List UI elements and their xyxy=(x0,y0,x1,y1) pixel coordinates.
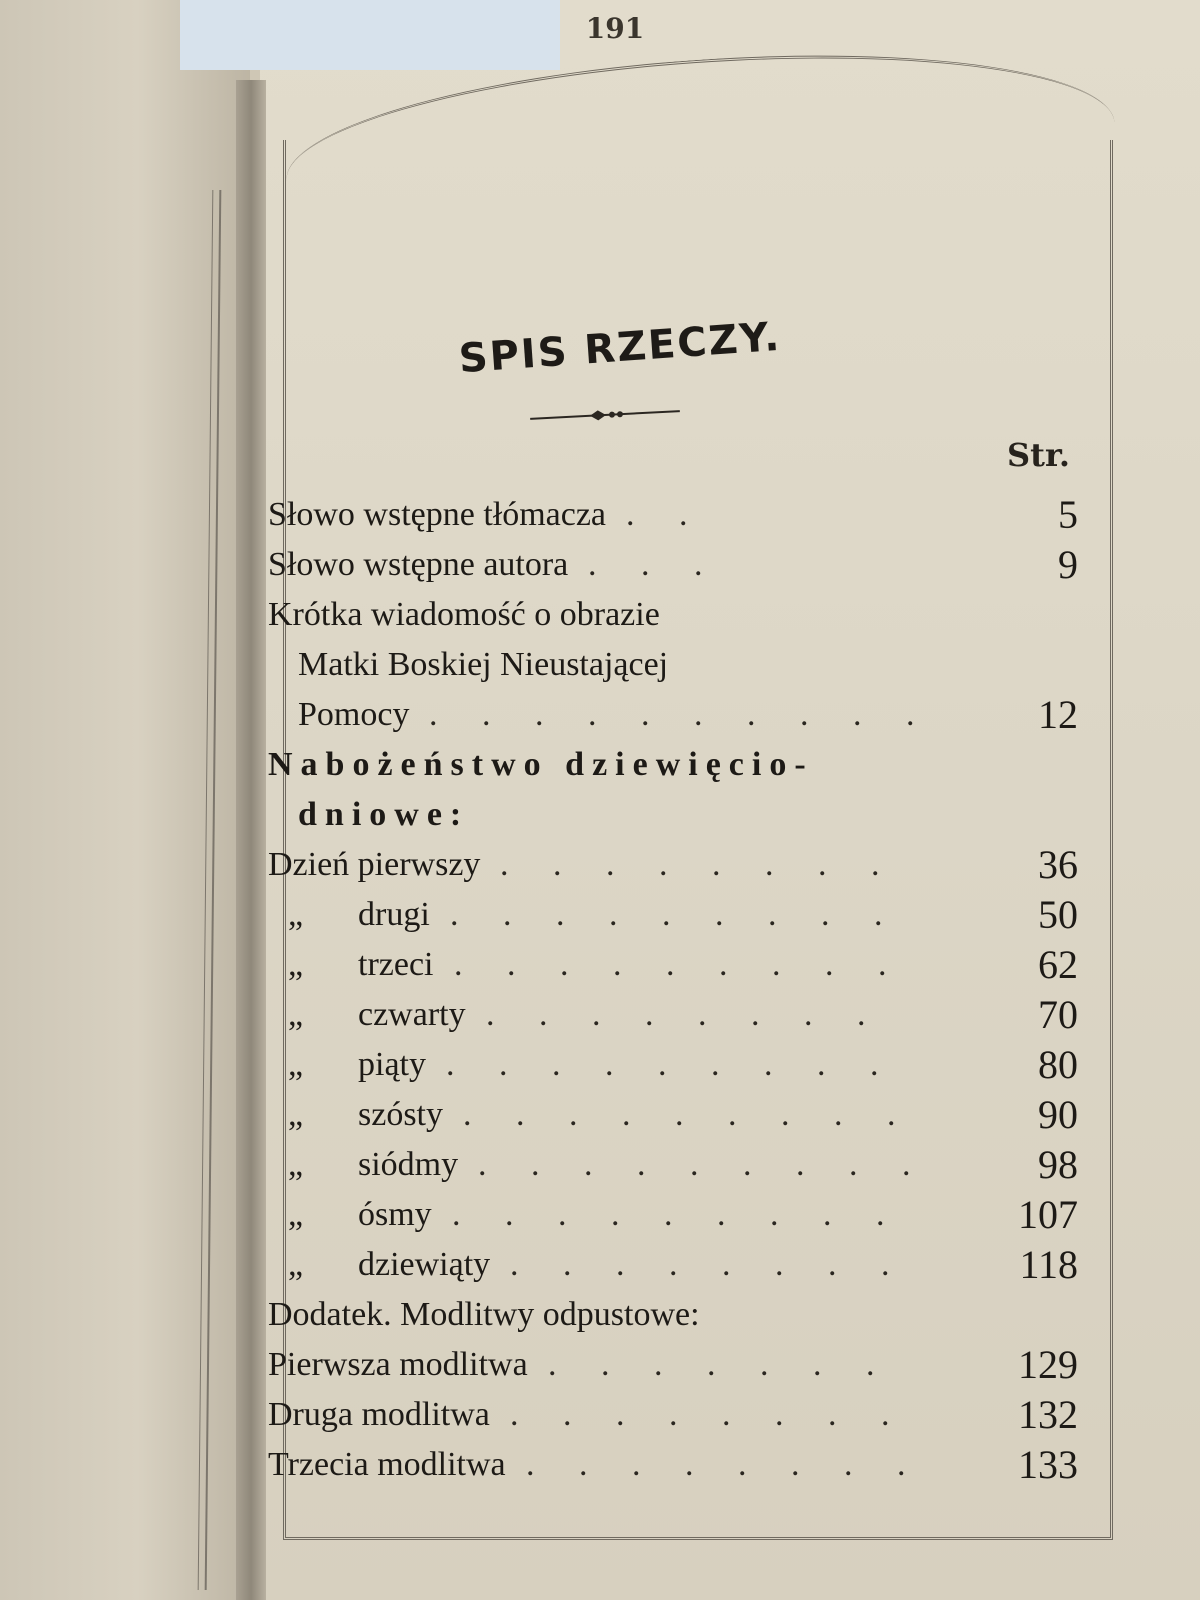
toc-leader-dots: . . . . . . . . xyxy=(526,1446,924,1483)
background-strip xyxy=(180,0,560,70)
toc-entry-page: 12 xyxy=(1038,692,1078,737)
toc-entry-page: 90 xyxy=(1038,1092,1078,1137)
toc-leader-dots: . . . xyxy=(588,546,721,583)
ditto-mark: „ xyxy=(288,1196,304,1233)
toc-entry-label: czwarty xyxy=(358,996,466,1033)
toc-leader-dots: . . . . . . . . . xyxy=(454,946,905,983)
toc-leader-dots: . . . . . . . . . . xyxy=(429,696,933,733)
toc-entry-label: dniowe: xyxy=(298,796,470,833)
toc-entry-label: Matki Boskiej Nieustającej xyxy=(298,646,669,683)
toc-row xyxy=(268,990,1078,1040)
ditto-mark: „ xyxy=(288,1246,304,1283)
toc-entry-label: Krótka wiadomość o obrazie xyxy=(268,596,660,633)
toc-row xyxy=(268,1140,1078,1190)
ditto-mark: „ xyxy=(288,1146,304,1183)
toc-row xyxy=(268,840,1078,890)
ditto-mark: „ xyxy=(288,996,304,1033)
toc-row xyxy=(268,890,1078,940)
toc-leader-dots: . . . . . . . . xyxy=(510,1246,908,1283)
toc-row xyxy=(268,1190,1078,1240)
toc-entry-label: Nabożeństwo dziewięcio- xyxy=(268,746,814,783)
ditto-mark: „ xyxy=(288,946,304,983)
toc-leader-dots: . . . . . . . xyxy=(548,1346,893,1383)
toc-entry-label: Pierwsza modlitwa xyxy=(268,1346,528,1383)
toc-leader-dots: . . . . . . . . . xyxy=(446,1046,897,1083)
toc-leader-dots: . . . . . . . . xyxy=(500,846,898,883)
toc-entry-page: 98 xyxy=(1038,1142,1078,1187)
page-title: SPIS RZECZY. xyxy=(457,313,783,383)
toc-leader-dots: . . . . . . . . . xyxy=(463,1096,914,1133)
page-number: 191 xyxy=(585,12,645,45)
toc-entry-page: 107 xyxy=(1018,1192,1078,1237)
toc-entry-page: 62 xyxy=(1038,942,1078,987)
toc-leader-dots: . . xyxy=(626,496,706,533)
toc-row xyxy=(268,490,1078,540)
toc-entry-label: siódmy xyxy=(358,1146,459,1183)
toc-leader-dots: . . . . . . . . xyxy=(486,996,884,1033)
ditto-mark: „ xyxy=(288,896,304,933)
toc-entry-page: 118 xyxy=(1019,1242,1078,1287)
toc-entry-page: 36 xyxy=(1038,842,1078,887)
toc-row xyxy=(268,1040,1078,1090)
toc-entry-label: dziewiąty xyxy=(358,1246,491,1283)
book-gutter xyxy=(236,80,266,1600)
toc-entry-label: Słowo wstępne autora xyxy=(268,546,569,583)
toc-entry-label: drugi xyxy=(358,896,430,933)
toc-entry-label: Dodatek. Modlitwy odpustowe: xyxy=(268,1296,700,1333)
toc-entry-page: 132 xyxy=(1018,1392,1078,1437)
table-of-contents xyxy=(268,490,1078,1490)
toc-leader-dots: . . . . . . . . . xyxy=(452,1196,903,1233)
toc-entry-page: 70 xyxy=(1038,992,1078,1037)
toc-leader-dots: . . . . . . . . . xyxy=(450,896,901,933)
toc-row xyxy=(268,740,1078,790)
toc-entry-page: 50 xyxy=(1038,892,1078,937)
toc-entry-page: 5 xyxy=(1058,492,1078,537)
toc-row xyxy=(268,1390,1078,1440)
page-column-header: Str. xyxy=(1007,436,1070,474)
toc-entry-label: Trzecia modlitwa xyxy=(268,1446,506,1483)
toc-row xyxy=(268,540,1078,590)
toc-entry-label: Pomocy xyxy=(298,696,410,733)
toc-entry-page: 129 xyxy=(1018,1342,1078,1387)
toc-row xyxy=(268,1240,1078,1290)
toc-leader-dots: . . . . . . . . . xyxy=(478,1146,929,1183)
ditto-mark: „ xyxy=(288,1096,304,1133)
toc-entry-label: szósty xyxy=(358,1096,443,1133)
toc-row xyxy=(268,640,1078,690)
toc-row xyxy=(268,1090,1078,1140)
toc-row xyxy=(268,1440,1078,1490)
toc-entry-label: ósmy xyxy=(358,1196,432,1233)
toc-row xyxy=(268,590,1078,640)
toc-entry-label: piąty xyxy=(358,1046,426,1083)
toc-row xyxy=(268,940,1078,990)
toc-row xyxy=(268,790,1078,840)
toc-entry-label: Druga modlitwa xyxy=(268,1396,490,1433)
toc-entry-page: 9 xyxy=(1058,542,1078,587)
toc-row xyxy=(268,1340,1078,1390)
ditto-mark: „ xyxy=(288,1046,304,1083)
toc-leader-dots: . . . . . . . . xyxy=(510,1396,908,1433)
toc-row xyxy=(268,1290,1078,1340)
toc-row xyxy=(268,690,1078,740)
toc-entry-page: 133 xyxy=(1018,1442,1078,1487)
toc-entry-label: trzeci xyxy=(358,946,434,983)
toc-entry-label: Słowo wstępne tłómacza xyxy=(268,496,607,533)
toc-entry-page: 80 xyxy=(1038,1042,1078,1087)
toc-entry-label: Dzień pierwszy xyxy=(268,846,481,883)
